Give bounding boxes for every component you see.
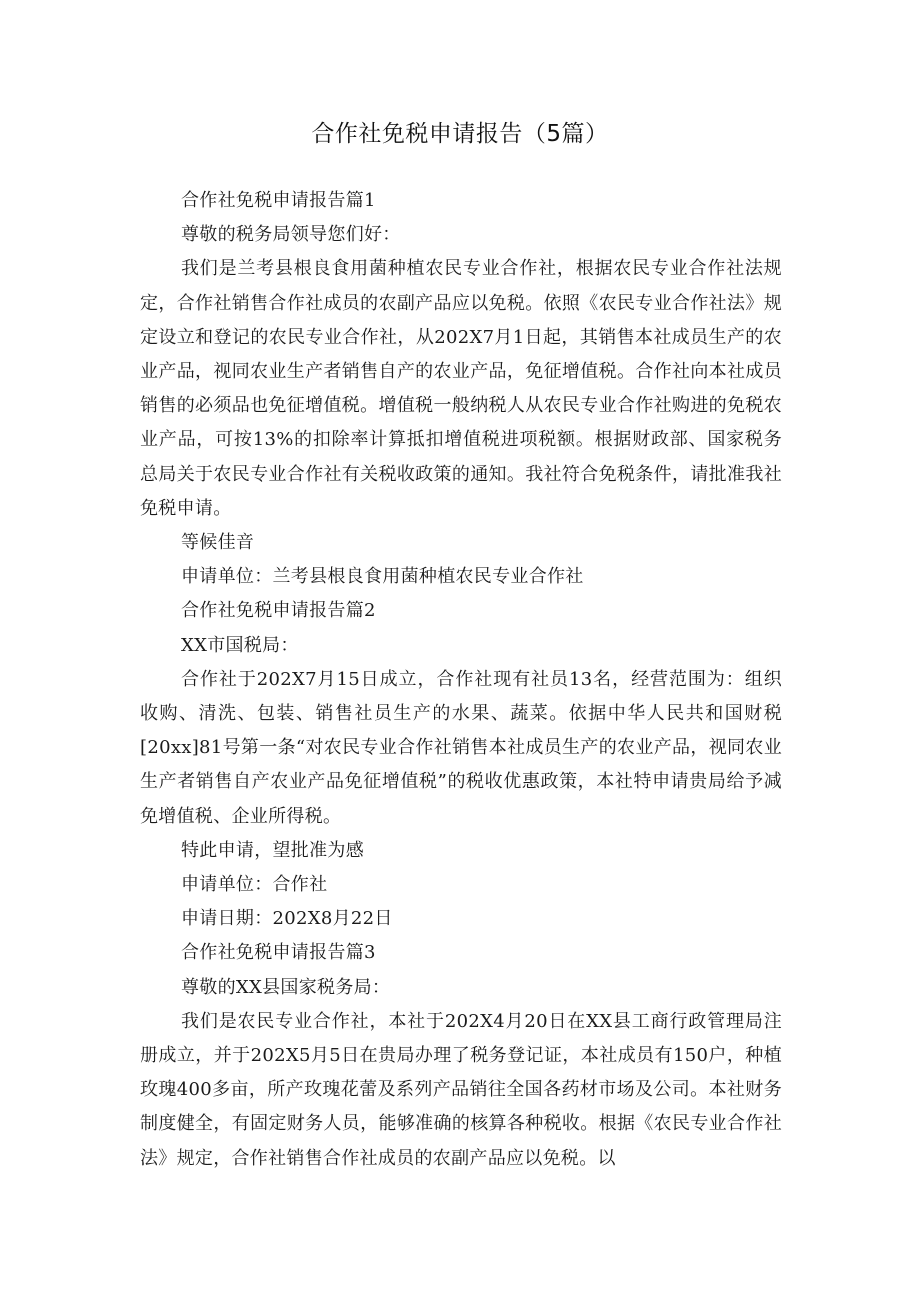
body-paragraph: 合作社于202X7月15日成立，合作社现有社员13名，经营范围为：组织收购、清洗、包装、销售社员生产的水果、蔬菜。依据中华人民共和国财税[20xx]81号第一条“对农民专业合作社销售本社成员生产的农业产品，视同农业生产者销售自产农业产品免征增值税”的税收优惠政策，本社特申请贵局给予减免增值税、企业所得税。 <box>140 668 782 827</box>
applicant-line: 申请单位：合作社 <box>181 874 328 896</box>
section-heading: 合作社免税申请报告篇2 <box>181 600 376 622</box>
date-line: 申请日期：202X8月22日 <box>181 908 393 930</box>
salutation: 尊敬的税务局领导您们好： <box>181 224 401 246</box>
document-title: 合作社免税申请报告（5篇） <box>311 121 609 147</box>
section-heading: 合作社免税申请报告篇1 <box>181 190 376 211</box>
section-heading: 合作社免税申请报告篇3 <box>181 942 376 964</box>
closing-line: 等候佳音 <box>181 532 255 554</box>
salutation: 尊敬的XX县国家税务局： <box>181 976 391 998</box>
document-body <box>140 184 782 1176</box>
closing-line: 特此申请，望批准为感 <box>181 839 364 861</box>
salutation: XX市国税局： <box>181 634 299 656</box>
body-paragraph: 我们是兰考县根良食用菌种植农民专业合作社，根据农民专业合作社法规定，合作社销售合作社成员的农副产品应以免税。依照《农民专业合作社法》规定设立和登记的农民专业合作社，从202X7月1日起，其销售本社成员生产的农业产品，视同农业生产者销售自产的农业产品，免征增值税。合作社向本社成员销售的必须品也免征增值税。增值税一般纳税人从农民专业合作社购进的免税农业产品，可按13%的扣除率计算抵扣增值税进项税额。根据财政部、国家税务总局关于农民专业合作社有关税收政策的通知。我社符合免税条件，请批准我社免税申请。 <box>140 258 782 519</box>
body-paragraph: 我们是农民专业合作社，本社于202X4月20日在XX县工商行政管理局注册成立，并于202X5月5日在贵局办理了税务登记证，本社成员有150户，种植玫瑰400多亩，所产玫瑰花蕾及系列产品销往全国各药材市场及公司。本社财务制度健全，有固定财务人员，能够准确的核算各种税收。根据《农民专业合作社法》规定，合作社销售合作社成员的农副产品应以免税。以 <box>140 1010 782 1169</box>
applicant-line: 申请单位：兰考县根良食用菌种植农民专业合作社 <box>181 566 584 588</box>
